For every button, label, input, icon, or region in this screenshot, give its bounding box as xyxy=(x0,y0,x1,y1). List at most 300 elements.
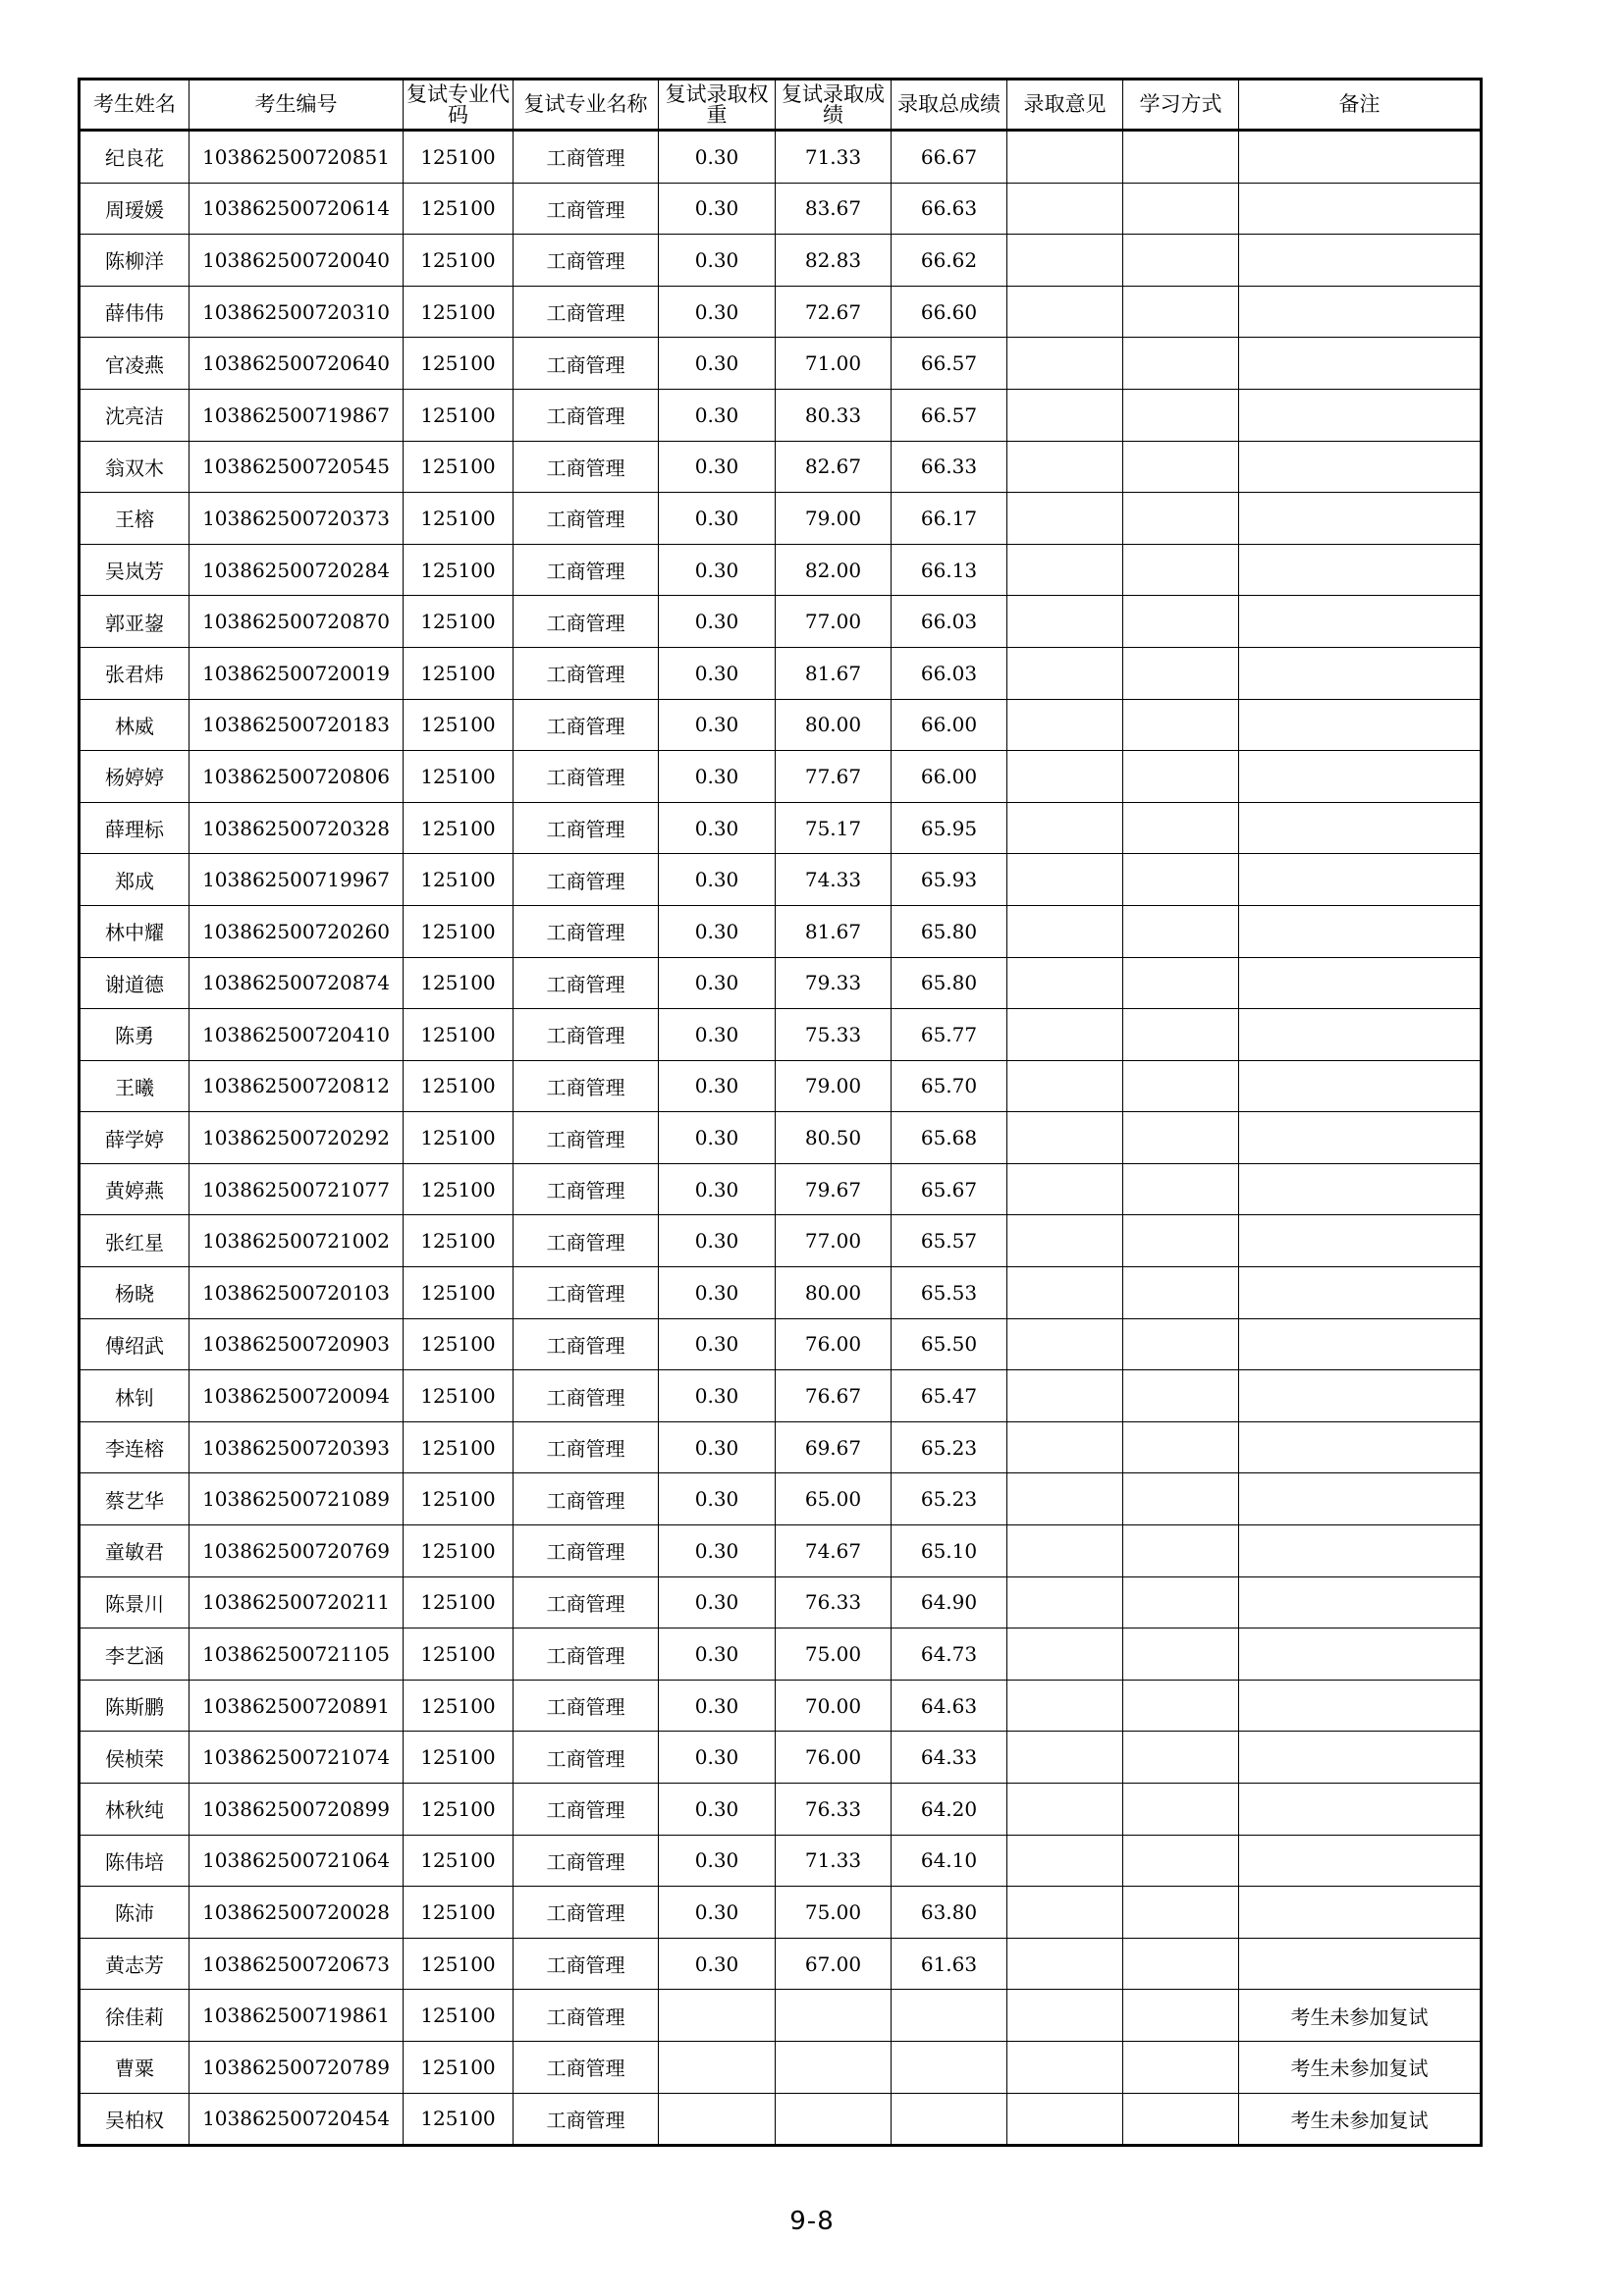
cell-study-mode xyxy=(1123,1215,1239,1267)
cell-total: 64.10 xyxy=(892,1835,1007,1887)
cell-opinion xyxy=(1007,1473,1123,1525)
cell-name: 陈斯鹏 xyxy=(80,1680,189,1732)
cell-major: 工商管理 xyxy=(514,183,659,235)
cell-id: 103862500720545 xyxy=(189,441,404,493)
cell-total: 64.90 xyxy=(892,1576,1007,1629)
cell-code: 125100 xyxy=(404,1835,514,1887)
cell-total: 65.67 xyxy=(892,1163,1007,1215)
cell-major: 工商管理 xyxy=(514,1938,659,1990)
cell-major: 工商管理 xyxy=(514,1421,659,1473)
cell-major: 工商管理 xyxy=(514,751,659,803)
cell-major: 工商管理 xyxy=(514,1525,659,1577)
cell-weight: 0.30 xyxy=(659,751,776,803)
cell-major: 工商管理 xyxy=(514,596,659,648)
cell-code: 125100 xyxy=(404,286,514,338)
header-opinion: 录取意见 xyxy=(1007,80,1123,131)
table-row xyxy=(80,1421,1482,1473)
cell-id: 103862500720410 xyxy=(189,1009,404,1061)
cell-opinion xyxy=(1007,1163,1123,1215)
cell-code: 125100 xyxy=(404,1370,514,1422)
cell-id: 103862500719861 xyxy=(189,1990,404,2042)
cell-id: 103862500720812 xyxy=(189,1060,404,1112)
cell-study-mode xyxy=(1123,647,1239,699)
cell-remark xyxy=(1239,493,1482,545)
cell-id: 103862500721002 xyxy=(189,1215,404,1267)
cell-name: 王曦 xyxy=(80,1060,189,1112)
cell-study-mode xyxy=(1123,699,1239,751)
cell-opinion xyxy=(1007,1370,1123,1422)
cell-code: 125100 xyxy=(404,957,514,1009)
cell-code: 125100 xyxy=(404,1629,514,1681)
cell-opinion xyxy=(1007,1112,1123,1164)
cell-id: 103862500720260 xyxy=(189,905,404,957)
cell-total: 66.17 xyxy=(892,493,1007,545)
cell-code: 125100 xyxy=(404,1938,514,1990)
cell-total: 65.93 xyxy=(892,854,1007,906)
cell-id: 103862500721074 xyxy=(189,1732,404,1784)
cell-score: 75.00 xyxy=(776,1887,892,1939)
cell-major: 工商管理 xyxy=(514,1473,659,1525)
cell-remark xyxy=(1239,389,1482,441)
cell-id: 103862500720373 xyxy=(189,493,404,545)
cell-id: 103862500720614 xyxy=(189,183,404,235)
cell-code: 125100 xyxy=(404,183,514,235)
cell-id: 103862500720183 xyxy=(189,699,404,751)
cell-score: 75.17 xyxy=(776,802,892,854)
table-row xyxy=(80,1887,1482,1939)
cell-code: 125100 xyxy=(404,1732,514,1784)
cell-score: 76.33 xyxy=(776,1784,892,1836)
cell-weight: 0.30 xyxy=(659,905,776,957)
cell-name: 侯桢荣 xyxy=(80,1732,189,1784)
cell-remark xyxy=(1239,544,1482,596)
admission-table xyxy=(78,78,1483,2147)
cell-remark xyxy=(1239,1267,1482,1319)
cell-id: 103862500720806 xyxy=(189,751,404,803)
cell-opinion xyxy=(1007,1421,1123,1473)
cell-remark xyxy=(1239,1629,1482,1681)
cell-remark xyxy=(1239,1318,1482,1370)
cell-study-mode xyxy=(1123,596,1239,648)
cell-id: 103862500720874 xyxy=(189,957,404,1009)
table-row xyxy=(80,1009,1482,1061)
cell-weight: 0.30 xyxy=(659,389,776,441)
cell-major: 工商管理 xyxy=(514,854,659,906)
cell-remark xyxy=(1239,1835,1482,1887)
table-row xyxy=(80,441,1482,493)
cell-remark xyxy=(1239,1525,1482,1577)
cell-score xyxy=(776,1990,892,2042)
cell-opinion xyxy=(1007,751,1123,803)
table-row xyxy=(80,544,1482,596)
table-row xyxy=(80,183,1482,235)
cell-weight: 0.30 xyxy=(659,441,776,493)
cell-score: 81.67 xyxy=(776,905,892,957)
cell-code: 125100 xyxy=(404,596,514,648)
cell-score: 77.00 xyxy=(776,596,892,648)
cell-opinion xyxy=(1007,1060,1123,1112)
cell-code: 125100 xyxy=(404,854,514,906)
table-row xyxy=(80,1267,1482,1319)
cell-weight: 0.30 xyxy=(659,286,776,338)
cell-weight xyxy=(659,2093,776,2146)
cell-id: 103862500720393 xyxy=(189,1421,404,1473)
header-remark: 备注 xyxy=(1239,80,1482,131)
cell-study-mode xyxy=(1123,1163,1239,1215)
cell-remark: 考生未参加复试 xyxy=(1239,2093,1482,2146)
cell-score: 71.33 xyxy=(776,131,892,184)
cell-remark xyxy=(1239,751,1482,803)
cell-study-mode xyxy=(1123,2041,1239,2093)
cell-name: 林威 xyxy=(80,699,189,751)
cell-code: 125100 xyxy=(404,131,514,184)
cell-weight: 0.30 xyxy=(659,544,776,596)
cell-code: 125100 xyxy=(404,1163,514,1215)
table-row xyxy=(80,699,1482,751)
cell-total: 65.68 xyxy=(892,1112,1007,1164)
cell-study-mode xyxy=(1123,1576,1239,1629)
cell-opinion xyxy=(1007,338,1123,390)
cell-code: 125100 xyxy=(404,1525,514,1577)
header-weight: 复试录取权重 xyxy=(659,80,776,131)
cell-opinion xyxy=(1007,389,1123,441)
cell-remark xyxy=(1239,131,1482,184)
table-body xyxy=(80,131,1482,2146)
table-row xyxy=(80,957,1482,1009)
cell-weight: 0.30 xyxy=(659,338,776,390)
cell-score: 71.00 xyxy=(776,338,892,390)
cell-score: 75.33 xyxy=(776,1009,892,1061)
cell-remark xyxy=(1239,338,1482,390)
cell-major: 工商管理 xyxy=(514,1990,659,2042)
cell-total: 64.63 xyxy=(892,1680,1007,1732)
cell-major: 工商管理 xyxy=(514,544,659,596)
cell-total: 66.00 xyxy=(892,751,1007,803)
cell-name: 徐佳莉 xyxy=(80,1990,189,2042)
cell-id: 103862500721064 xyxy=(189,1835,404,1887)
cell-id: 103862500720851 xyxy=(189,131,404,184)
cell-opinion xyxy=(1007,647,1123,699)
cell-remark xyxy=(1239,957,1482,1009)
cell-code: 125100 xyxy=(404,493,514,545)
cell-id: 103862500721089 xyxy=(189,1473,404,1525)
cell-remark xyxy=(1239,1112,1482,1164)
cell-score: 71.33 xyxy=(776,1835,892,1887)
cell-code: 125100 xyxy=(404,2093,514,2146)
cell-remark xyxy=(1239,905,1482,957)
table-row xyxy=(80,338,1482,390)
table-row xyxy=(80,1112,1482,1164)
cell-id: 103862500720310 xyxy=(189,286,404,338)
cell-opinion xyxy=(1007,493,1123,545)
cell-name: 薛学婷 xyxy=(80,1112,189,1164)
cell-total: 65.77 xyxy=(892,1009,1007,1061)
cell-remark xyxy=(1239,1784,1482,1836)
cell-study-mode xyxy=(1123,2093,1239,2146)
table-row xyxy=(80,1835,1482,1887)
cell-total: 64.73 xyxy=(892,1629,1007,1681)
cell-study-mode xyxy=(1123,1525,1239,1577)
cell-total: 66.57 xyxy=(892,389,1007,441)
cell-total: 65.70 xyxy=(892,1060,1007,1112)
cell-code: 125100 xyxy=(404,1318,514,1370)
cell-major: 工商管理 xyxy=(514,235,659,287)
cell-total: 66.67 xyxy=(892,131,1007,184)
cell-name: 杨婷婷 xyxy=(80,751,189,803)
cell-remark xyxy=(1239,1163,1482,1215)
cell-weight: 0.30 xyxy=(659,802,776,854)
cell-remark: 考生未参加复试 xyxy=(1239,1990,1482,2042)
cell-major: 工商管理 xyxy=(514,1784,659,1836)
cell-weight: 0.30 xyxy=(659,1938,776,1990)
cell-name: 陈伟培 xyxy=(80,1835,189,1887)
cell-major: 工商管理 xyxy=(514,1629,659,1681)
table-row xyxy=(80,1990,1482,2042)
cell-score: 79.00 xyxy=(776,493,892,545)
cell-remark: 考生未参加复试 xyxy=(1239,2041,1482,2093)
cell-opinion xyxy=(1007,1680,1123,1732)
table-row xyxy=(80,647,1482,699)
cell-name: 陈沛 xyxy=(80,1887,189,1939)
cell-remark xyxy=(1239,441,1482,493)
cell-study-mode xyxy=(1123,235,1239,287)
cell-id: 103862500720891 xyxy=(189,1680,404,1732)
table-row xyxy=(80,1784,1482,1836)
cell-opinion xyxy=(1007,1784,1123,1836)
table-row xyxy=(80,1318,1482,1370)
cell-weight: 0.30 xyxy=(659,854,776,906)
table-row xyxy=(80,1525,1482,1577)
cell-id: 103862500720769 xyxy=(189,1525,404,1577)
cell-code: 125100 xyxy=(404,1680,514,1732)
cell-code: 125100 xyxy=(404,905,514,957)
cell-code: 125100 xyxy=(404,1060,514,1112)
cell-weight: 0.30 xyxy=(659,1525,776,1577)
cell-name: 傅绍武 xyxy=(80,1318,189,1370)
cell-name: 陈景川 xyxy=(80,1576,189,1629)
cell-opinion xyxy=(1007,286,1123,338)
cell-major: 工商管理 xyxy=(514,1060,659,1112)
cell-study-mode xyxy=(1123,1318,1239,1370)
cell-total: 66.33 xyxy=(892,441,1007,493)
table-row xyxy=(80,2041,1482,2093)
cell-study-mode xyxy=(1123,338,1239,390)
table-row xyxy=(80,802,1482,854)
cell-id: 103862500720789 xyxy=(189,2041,404,2093)
cell-code: 125100 xyxy=(404,699,514,751)
cell-study-mode xyxy=(1123,1732,1239,1784)
cell-code: 125100 xyxy=(404,389,514,441)
cell-total: 66.57 xyxy=(892,338,1007,390)
cell-score: 83.67 xyxy=(776,183,892,235)
table-row xyxy=(80,389,1482,441)
cell-opinion xyxy=(1007,1887,1123,1939)
cell-weight: 0.30 xyxy=(659,1784,776,1836)
cell-code: 125100 xyxy=(404,2041,514,2093)
cell-code: 125100 xyxy=(404,1784,514,1836)
cell-total xyxy=(892,2093,1007,2146)
cell-opinion xyxy=(1007,1267,1123,1319)
cell-weight: 0.30 xyxy=(659,1215,776,1267)
cell-major: 工商管理 xyxy=(514,1267,659,1319)
cell-code: 125100 xyxy=(404,1267,514,1319)
cell-total: 65.50 xyxy=(892,1318,1007,1370)
cell-major: 工商管理 xyxy=(514,699,659,751)
cell-name: 蔡艺华 xyxy=(80,1473,189,1525)
cell-name: 郑成 xyxy=(80,854,189,906)
cell-score: 67.00 xyxy=(776,1938,892,1990)
cell-major: 工商管理 xyxy=(514,2093,659,2146)
cell-opinion xyxy=(1007,1525,1123,1577)
cell-weight: 0.30 xyxy=(659,1732,776,1784)
cell-study-mode xyxy=(1123,286,1239,338)
header-row xyxy=(80,80,1482,131)
cell-major: 工商管理 xyxy=(514,1112,659,1164)
cell-study-mode xyxy=(1123,1680,1239,1732)
cell-study-mode xyxy=(1123,389,1239,441)
table-row xyxy=(80,1680,1482,1732)
cell-remark xyxy=(1239,1370,1482,1422)
cell-weight: 0.30 xyxy=(659,1887,776,1939)
cell-major: 工商管理 xyxy=(514,286,659,338)
cell-study-mode xyxy=(1123,131,1239,184)
cell-remark xyxy=(1239,235,1482,287)
cell-opinion xyxy=(1007,1732,1123,1784)
cell-study-mode xyxy=(1123,441,1239,493)
cell-opinion xyxy=(1007,441,1123,493)
cell-id: 103862500720673 xyxy=(189,1938,404,1990)
cell-total: 65.80 xyxy=(892,905,1007,957)
table-row xyxy=(80,905,1482,957)
cell-major: 工商管理 xyxy=(514,957,659,1009)
cell-major: 工商管理 xyxy=(514,647,659,699)
cell-name: 沈亮洁 xyxy=(80,389,189,441)
cell-id: 103862500720292 xyxy=(189,1112,404,1164)
header-code: 复试专业代码 xyxy=(404,80,514,131)
cell-total: 63.80 xyxy=(892,1887,1007,1939)
cell-total: 65.53 xyxy=(892,1267,1007,1319)
cell-total: 65.57 xyxy=(892,1215,1007,1267)
cell-weight: 0.30 xyxy=(659,1421,776,1473)
cell-opinion xyxy=(1007,905,1123,957)
cell-name: 李连榕 xyxy=(80,1421,189,1473)
cell-study-mode xyxy=(1123,1473,1239,1525)
cell-score: 74.67 xyxy=(776,1525,892,1577)
table-row xyxy=(80,1060,1482,1112)
cell-code: 125100 xyxy=(404,544,514,596)
cell-name: 郭亚鋆 xyxy=(80,596,189,648)
table-row xyxy=(80,131,1482,184)
cell-total: 65.47 xyxy=(892,1370,1007,1422)
cell-total xyxy=(892,1990,1007,2042)
cell-id: 103862500719867 xyxy=(189,389,404,441)
cell-total: 65.23 xyxy=(892,1421,1007,1473)
cell-study-mode xyxy=(1123,905,1239,957)
cell-code: 125100 xyxy=(404,1421,514,1473)
cell-major: 工商管理 xyxy=(514,1370,659,1422)
cell-remark xyxy=(1239,1421,1482,1473)
cell-id: 103862500721105 xyxy=(189,1629,404,1681)
cell-study-mode xyxy=(1123,1938,1239,1990)
cell-score xyxy=(776,2041,892,2093)
table-row xyxy=(80,1629,1482,1681)
cell-weight: 0.30 xyxy=(659,1835,776,1887)
cell-weight: 0.30 xyxy=(659,1629,776,1681)
cell-study-mode xyxy=(1123,1990,1239,2042)
cell-name: 林中耀 xyxy=(80,905,189,957)
table-row xyxy=(80,286,1482,338)
cell-study-mode xyxy=(1123,802,1239,854)
cell-remark xyxy=(1239,802,1482,854)
cell-remark xyxy=(1239,699,1482,751)
cell-major: 工商管理 xyxy=(514,802,659,854)
table-row xyxy=(80,1370,1482,1422)
cell-id: 103862500720040 xyxy=(189,235,404,287)
cell-major: 工商管理 xyxy=(514,1318,659,1370)
cell-remark xyxy=(1239,854,1482,906)
cell-id: 103862500720211 xyxy=(189,1576,404,1629)
cell-total: 64.33 xyxy=(892,1732,1007,1784)
cell-remark xyxy=(1239,286,1482,338)
cell-score: 82.67 xyxy=(776,441,892,493)
cell-study-mode xyxy=(1123,1370,1239,1422)
cell-code: 125100 xyxy=(404,802,514,854)
cell-name: 官凌燕 xyxy=(80,338,189,390)
cell-study-mode xyxy=(1123,1060,1239,1112)
cell-weight: 0.30 xyxy=(659,647,776,699)
cell-major: 工商管理 xyxy=(514,2041,659,2093)
cell-code: 125100 xyxy=(404,1009,514,1061)
cell-name: 杨晓 xyxy=(80,1267,189,1319)
cell-name: 张君炜 xyxy=(80,647,189,699)
cell-score: 82.83 xyxy=(776,235,892,287)
cell-remark xyxy=(1239,1215,1482,1267)
cell-code: 125100 xyxy=(404,1473,514,1525)
cell-remark xyxy=(1239,596,1482,648)
cell-score: 80.00 xyxy=(776,699,892,751)
cell-remark xyxy=(1239,1680,1482,1732)
cell-weight: 0.30 xyxy=(659,183,776,235)
cell-major: 工商管理 xyxy=(514,1163,659,1215)
cell-id: 103862500720870 xyxy=(189,596,404,648)
header-score: 复试录取成绩 xyxy=(776,80,892,131)
header-name: 考生姓名 xyxy=(80,80,189,131)
cell-weight: 0.30 xyxy=(659,1009,776,1061)
cell-name: 谢道德 xyxy=(80,957,189,1009)
cell-weight: 0.30 xyxy=(659,596,776,648)
table-row xyxy=(80,1215,1482,1267)
cell-name: 黄志芳 xyxy=(80,1938,189,1990)
table-row xyxy=(80,751,1482,803)
cell-remark xyxy=(1239,1009,1482,1061)
cell-score: 80.50 xyxy=(776,1112,892,1164)
cell-id: 103862500720328 xyxy=(189,802,404,854)
cell-total: 65.10 xyxy=(892,1525,1007,1577)
cell-total: 66.13 xyxy=(892,544,1007,596)
cell-score: 80.00 xyxy=(776,1267,892,1319)
cell-name: 吴岚芳 xyxy=(80,544,189,596)
cell-remark xyxy=(1239,1576,1482,1629)
cell-remark xyxy=(1239,1887,1482,1939)
table-row xyxy=(80,1473,1482,1525)
cell-opinion xyxy=(1007,2093,1123,2146)
cell-id: 103862500720094 xyxy=(189,1370,404,1422)
cell-name: 曹粟 xyxy=(80,2041,189,2093)
cell-code: 125100 xyxy=(404,1576,514,1629)
cell-id: 103862500720019 xyxy=(189,647,404,699)
cell-name: 翁双木 xyxy=(80,441,189,493)
cell-major: 工商管理 xyxy=(514,131,659,184)
